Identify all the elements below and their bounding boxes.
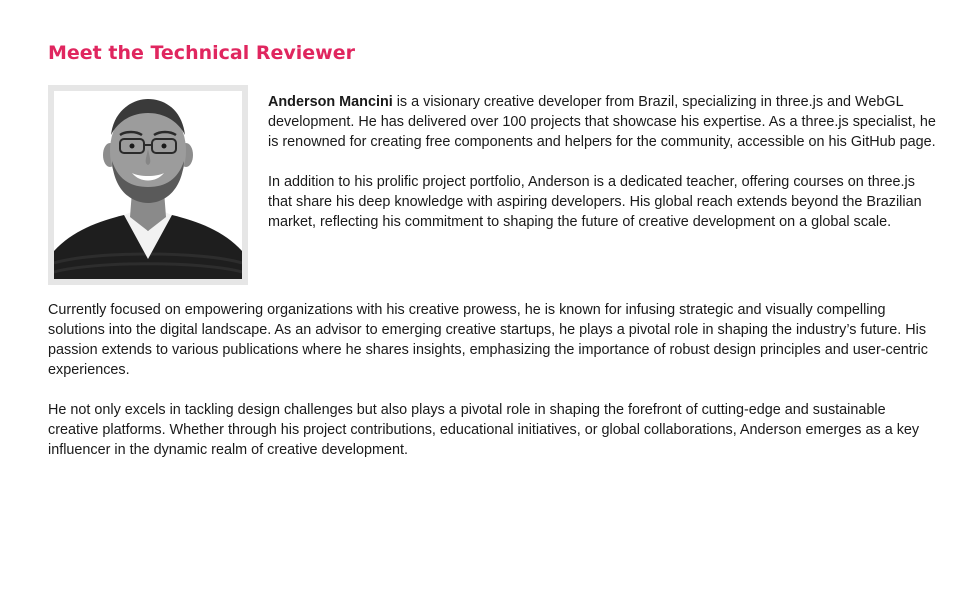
reviewer-name: Anderson Mancini	[268, 94, 393, 110]
paragraph-3: Currently focused on empowering organizations with his creative prowess, he is known for infusing strategic and visually compelling solutions into the digital landscape. As an advisor to emerging creative startups, he plays a pivotal role in shaping the industry’s future. His passion extends to various publications where he shares insights, emphasizing the importance of robust design principles and user-centric experiences.	[48, 302, 928, 378]
reviewer-bio-lead: is a visionary creative developer from Brazil, specializing in three.js and WebGL development. He has delivered over 100 projects that showcase his expertise. As a three.js specialist, he is renowned for creating free components and helpers for the community, accessible on his GitHub page.	[268, 94, 936, 150]
page-title: Meet the Technical Reviewer	[48, 42, 355, 64]
paragraph-4: He not only excels in tackling design challenges but also plays a pivotal role in shaping the forefront of cutting-edge and sustainable creative platforms. Whether through his project contributions, educational initiatives, or global collaborations, Anderson emerges as a key influencer in the dynamic realm of creative development.	[48, 402, 920, 458]
paragraph-2: In addition to his prolific project portfolio, Anderson is a dedicated teacher, offering courses on three.js that share his deep knowledge with aspiring developers. His global reach extends beyond the Brazilian market, reflecting his commitment to shaping the future of creative development on a global scale.	[268, 174, 922, 230]
reviewer-body-text	[48, 300, 938, 460]
reviewer-intro	[48, 85, 938, 285]
reviewer-portrait-photo	[54, 91, 242, 279]
reviewer-intro-text	[268, 92, 938, 232]
paragraph-1	[268, 92, 938, 152]
technical-reviewer-page	[48, 40, 938, 460]
reviewer-photo-frame	[48, 85, 248, 285]
